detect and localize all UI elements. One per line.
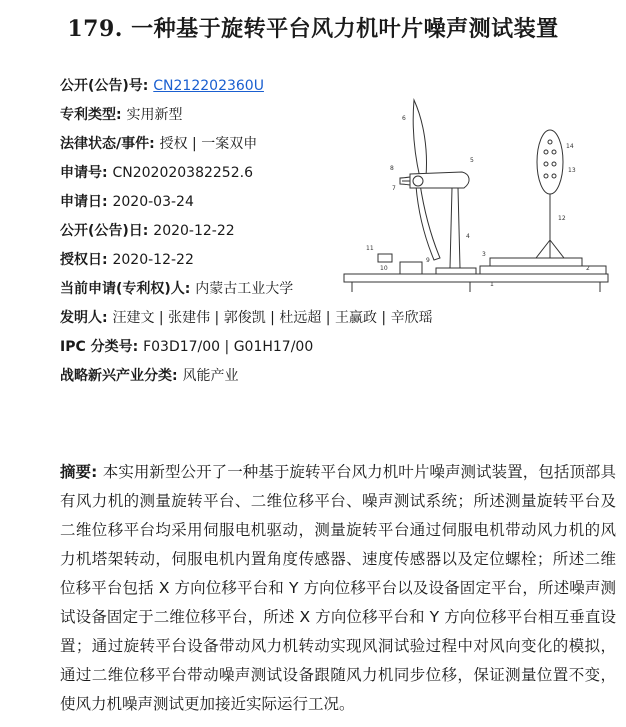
rotating-platform xyxy=(436,268,476,274)
meta-label: 专利类型: xyxy=(60,107,127,123)
meta-row-grant-date xyxy=(60,246,360,275)
controller-box xyxy=(378,254,392,262)
meta-label: 公开(公告)号: xyxy=(60,78,154,94)
rotor-hub xyxy=(413,176,423,186)
part-label: 11 xyxy=(366,245,374,252)
tripod-leg xyxy=(536,240,550,258)
page-title: 179. 一种基于旋转平台风力机叶片噪声测试装置 xyxy=(67,16,559,42)
meta-label: 授权日: xyxy=(60,252,113,268)
part-label: 13 xyxy=(568,167,576,174)
tripod-leg xyxy=(550,240,564,258)
base-rail xyxy=(344,274,608,282)
upper-blade xyxy=(413,100,426,178)
abstract xyxy=(60,458,616,719)
patent-figure xyxy=(340,92,612,302)
lower-blade xyxy=(416,184,440,260)
meta-row-patent-type xyxy=(60,101,360,130)
part-label: 6 xyxy=(402,115,406,122)
part-label: 1 xyxy=(490,281,494,288)
tower xyxy=(450,188,460,268)
meta-row-application-number xyxy=(60,159,360,188)
meta-label: 发明人: xyxy=(60,310,113,326)
meta-label: 战略新兴产业分类: xyxy=(60,368,183,384)
meta-row-legal-status xyxy=(60,130,360,159)
meta-value: 授权 | 一案双申 xyxy=(159,136,258,152)
meta-label: IPC 分类号: xyxy=(60,339,144,355)
meta-label: 当前申请(专利权)人: xyxy=(60,281,196,297)
part-label: 12 xyxy=(558,215,566,222)
meta-value: 内蒙古工业大学 xyxy=(195,281,294,297)
meta-row-application-date xyxy=(60,188,360,217)
meta-value: 2020-12-22 xyxy=(153,223,235,239)
part-label: 7 xyxy=(392,185,396,192)
meta-value: 2020-03-24 xyxy=(112,194,194,210)
meta-row-inventors xyxy=(60,304,433,333)
meta-value: 风能产业 xyxy=(182,368,239,384)
meta-row-industry xyxy=(60,362,360,391)
abstract-label: 摘要: xyxy=(60,463,103,481)
meta-label: 申请日: xyxy=(60,194,113,210)
part-label: 9 xyxy=(426,257,430,264)
part-label: 2 xyxy=(586,265,590,272)
meta-row-applicant xyxy=(60,275,360,304)
publication-number-link[interactable]: CN212202360U xyxy=(153,78,264,94)
part-label: 4 xyxy=(466,233,470,240)
meta-row-publication-number xyxy=(60,72,360,101)
abstract-text: 本实用新型公开了一种基于旋转平台风力机叶片噪声测试装置，包括顶部具有风力机的测量旋转平台、二维位移平台、噪声测试系统；所述测量旋转平台及二维位移平台均采用伺服电机驱动，测量旋转平台通过伺服电机带动风力机的风力机塔架转动，伺服电机内置角度传感器、速度传感器以及定位螺栓；所述二维位移平台包括 X 方向位移平台和 Y 方向位移平台以及设备固定平台，所述噪声测试设备固定于二维位移平台，所述 X 方向位移平台和 Y 方向位移平台相互垂直设置；通过旋转平台设备带动风力机转动实现风洞试验过程中对风向变化的模拟，通过二维位移平台带动噪声测试设备跟随风力机同步位移，保证测量位置不变，使风力机噪声测试更加接近实际运行工况。 xyxy=(60,463,616,713)
part-label: 10 xyxy=(380,265,388,272)
meta-value: 实用新型 xyxy=(126,107,183,123)
meta-label: 公开(公告)日: xyxy=(60,223,154,239)
xy-stage xyxy=(490,258,582,266)
meta-row-ipc xyxy=(60,333,360,362)
meta-value: 2020-12-22 xyxy=(112,252,194,268)
meta-label: 申请号: xyxy=(60,165,113,181)
meta-value: CN202020382252.6 xyxy=(112,165,253,181)
part-label: 3 xyxy=(482,251,486,258)
part-label: 5 xyxy=(470,157,474,164)
meta-value: F03D17/00 | G01H17/00 xyxy=(143,339,314,355)
meta-value: 汪建文 | 张建伟 | 郭俊凯 | 杜远超 | 王赢政 | 辛欣瑶 xyxy=(112,310,433,326)
meta-row-publication-date xyxy=(60,217,360,246)
meta-label: 法律状态/事件: xyxy=(60,136,160,152)
part-label: 8 xyxy=(390,165,394,172)
wind-turbine-drawing xyxy=(340,92,612,302)
part-label: 14 xyxy=(566,143,574,150)
motor-box xyxy=(400,262,422,274)
